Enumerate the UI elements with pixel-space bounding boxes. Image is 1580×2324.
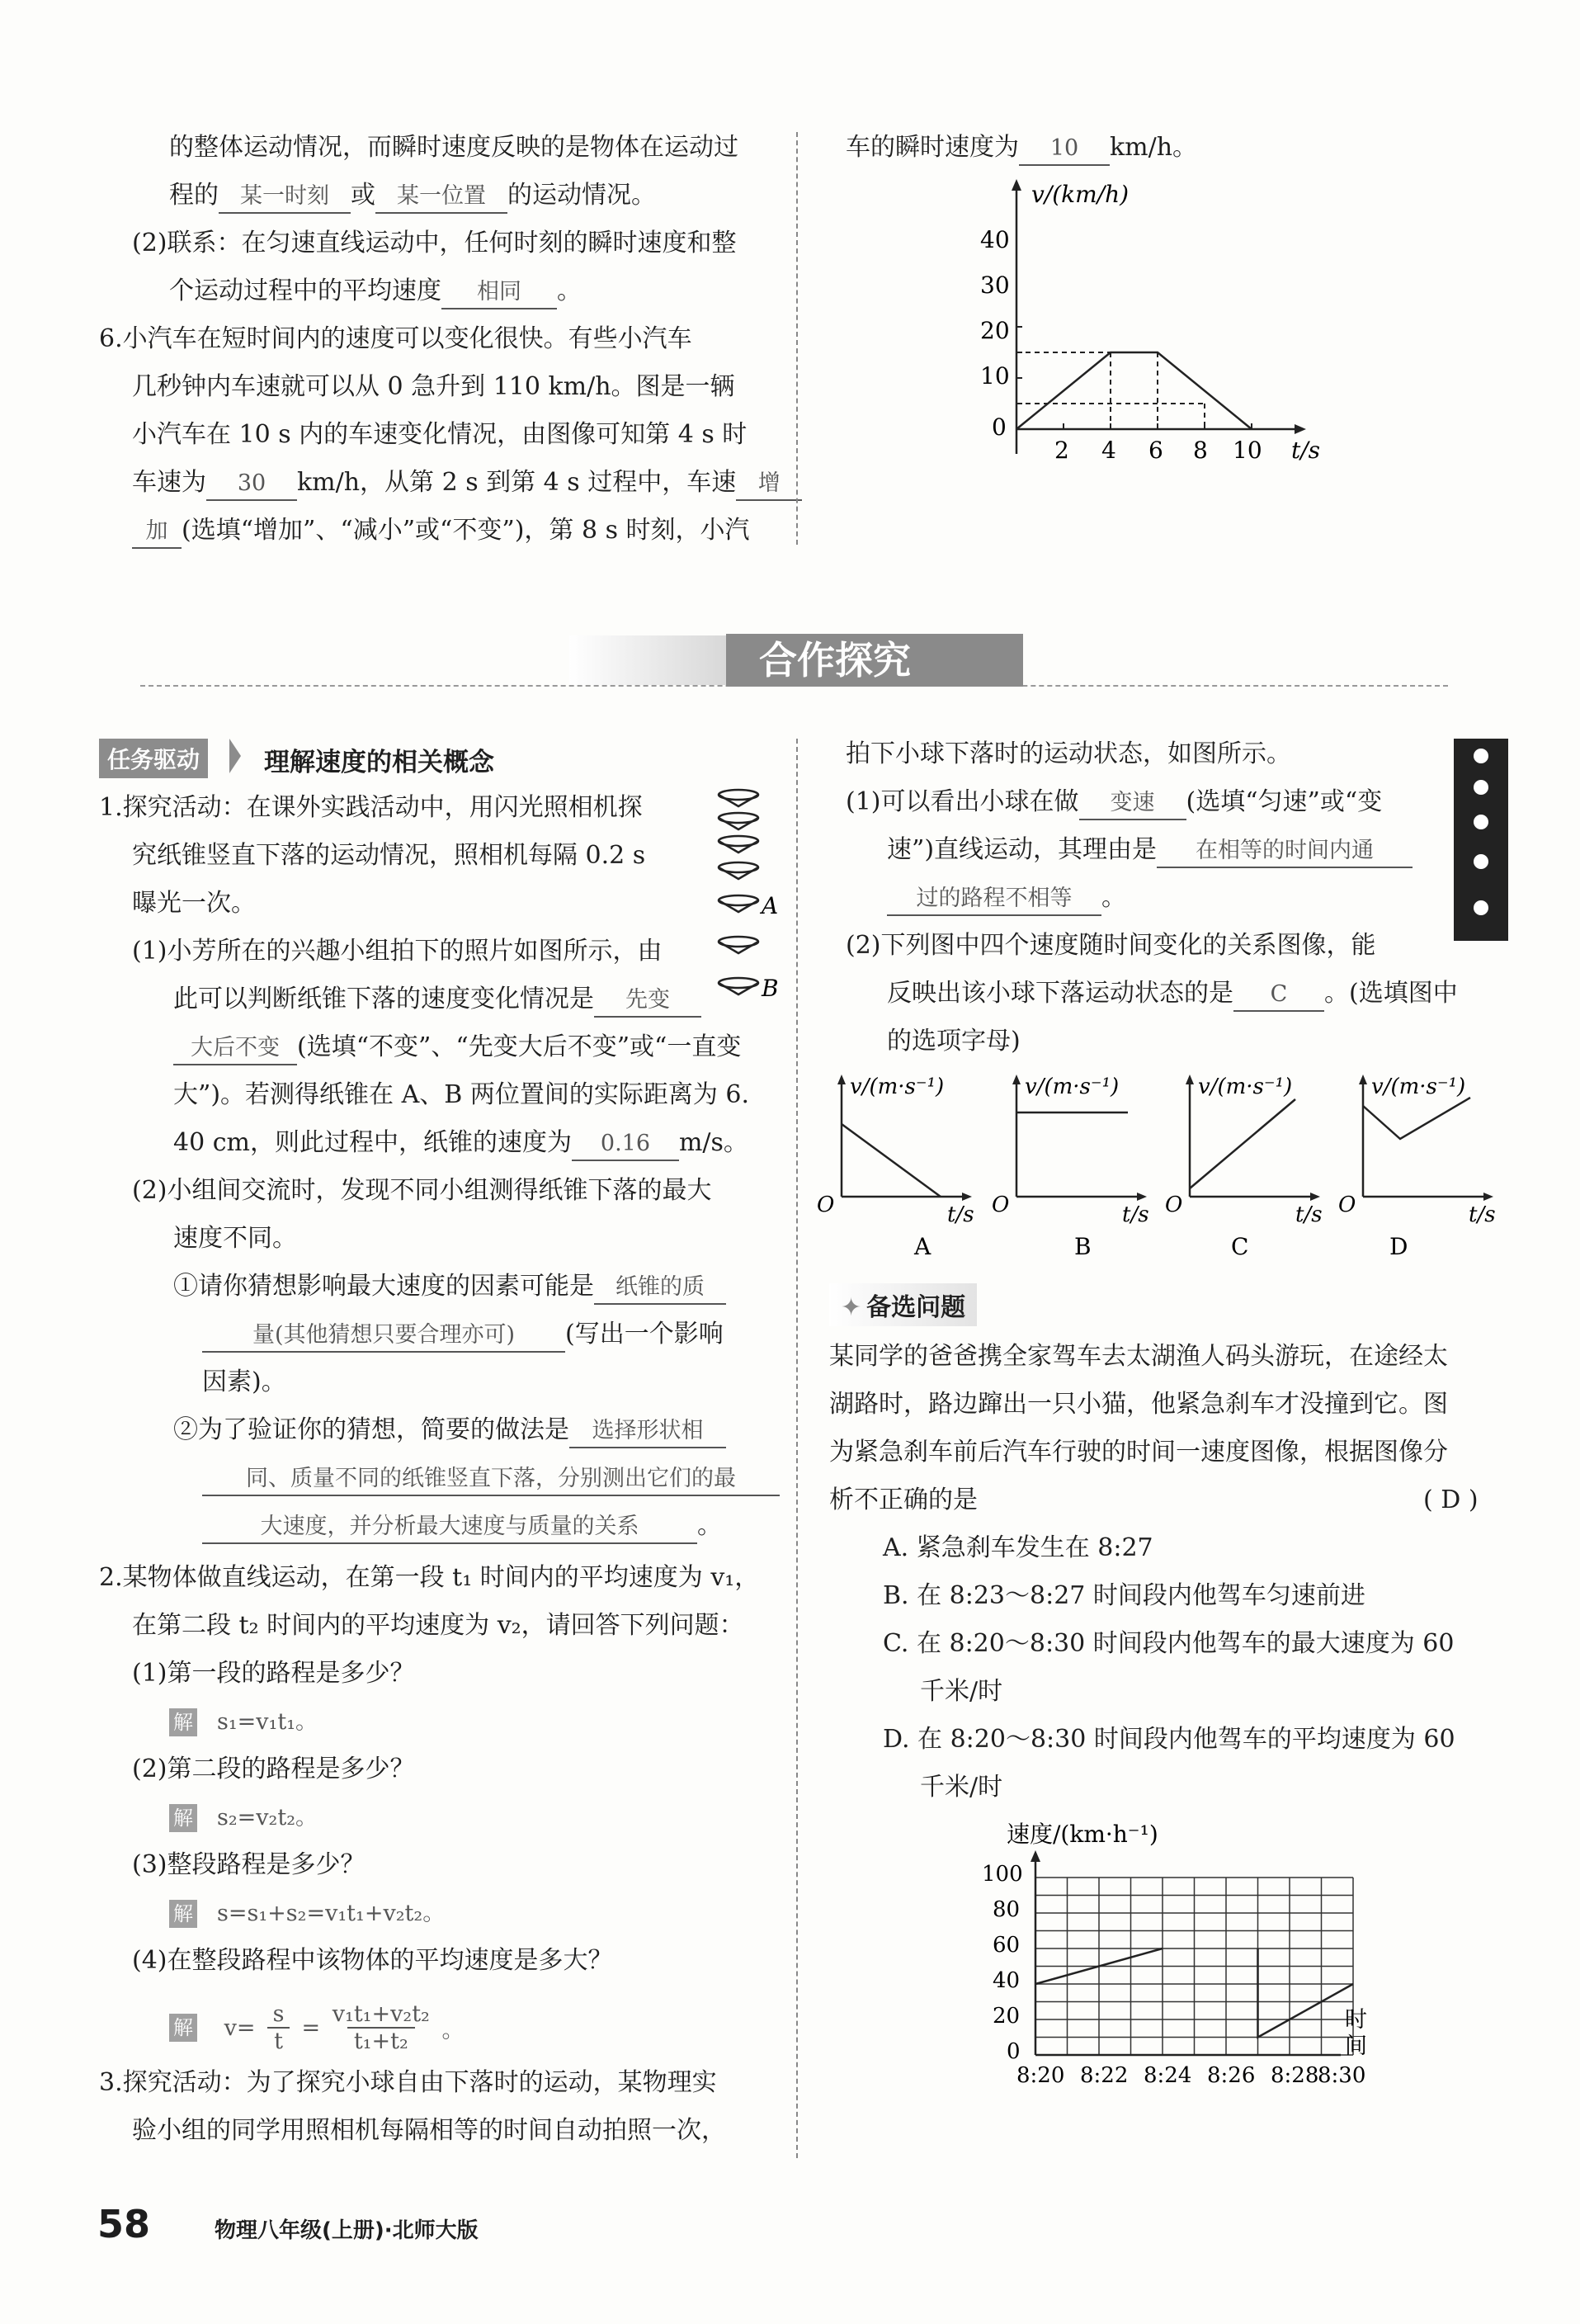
- answer-blank: 10: [1019, 133, 1110, 166]
- arrow: [1012, 1075, 1021, 1084]
- x-tick-label: 6: [1148, 437, 1163, 464]
- text: 此可以判断纸锥下落的速度变化情况是: [173, 985, 594, 1013]
- formula-lhs: v=: [224, 2015, 256, 2041]
- text: ②为了验证你的猜想，简要的做法是: [173, 1415, 569, 1444]
- option-label: C: [1231, 1233, 1249, 1260]
- text-line: [173, 1415, 726, 1448]
- y-tick-label: 0: [1007, 2039, 1021, 2064]
- arrow: [1483, 1193, 1493, 1201]
- x-tick-label: 4: [1101, 437, 1116, 464]
- text-line: (2)联系：在匀速直线运动中，任何时刻的瞬时速度和整: [132, 229, 737, 257]
- y-label: v/(m·s⁻¹): [850, 1075, 945, 1099]
- graph-d: [1338, 1075, 1496, 1260]
- answer-blank: 大速度，并分析最大速度与质量的关系: [202, 1511, 697, 1544]
- text: 。: [557, 276, 582, 305]
- y-axis-arrow: [1012, 179, 1021, 191]
- option-a: A. 紧急刹车发生在 8:27: [883, 1533, 1153, 1562]
- text-line: 几秒钟内车速就可以从 0 急升到 110 km/h。图是一辆: [132, 372, 735, 401]
- text: 反映出该小球下落运动状态的是: [887, 979, 1233, 1008]
- answer-blank: 量(其他猜想只要合理亦可): [202, 1320, 565, 1353]
- option-c: C. 在 8:20～8:30 时间段内他驾车的最大速度为 60: [883, 1629, 1455, 1658]
- y-label: v/(m·s⁻¹): [1198, 1075, 1293, 1099]
- y-axis-label: 速度/(km·h⁻¹): [1007, 1821, 1158, 1848]
- y-label: v/(m·s⁻¹): [1371, 1075, 1466, 1099]
- text-line: [202, 1510, 722, 1544]
- task-tag: 任务驱动: [99, 739, 208, 778]
- text-line: 验小组的同学用照相机每隔相等的时间自动拍照一次，: [132, 2116, 726, 2145]
- answer-blank: 相同: [441, 276, 557, 309]
- x-tick-label: 8:24: [1144, 2063, 1192, 2088]
- text-line: [887, 834, 1413, 868]
- text-line: 究纸锥竖直下落的运动情况，照相机每隔 0.2 s: [132, 841, 646, 870]
- graph-b: [992, 1075, 1149, 1260]
- text: 。(选填图中: [1324, 979, 1458, 1008]
- option-d-cont: 千米/时: [920, 1773, 1003, 1802]
- text: m/s。: [678, 1128, 748, 1157]
- ball: [1474, 900, 1488, 915]
- option-label: B: [1074, 1233, 1092, 1260]
- origin: O: [1338, 1193, 1356, 1217]
- answer-blank: 0.16: [572, 1128, 679, 1161]
- footer-title: 物理八年级(上册)·北师大版: [215, 2218, 479, 2243]
- text-line: 因素)。: [202, 1367, 286, 1396]
- y-tick-label: 20: [993, 2004, 1021, 2029]
- section-banner: 合作探究: [726, 634, 1023, 687]
- x-tick-label: 8: [1193, 437, 1208, 464]
- origin: O: [1165, 1193, 1183, 1217]
- y-tick-label: 80: [993, 1897, 1021, 1922]
- y-tick-label: 60: [993, 1933, 1021, 1958]
- text-line: [132, 467, 802, 501]
- text-line: 6.小汽车在短时间内的速度可以变化很快。有些小汽车: [99, 324, 692, 353]
- denominator: t: [267, 2027, 290, 2054]
- fraction: [333, 2001, 430, 2054]
- solution-line: [169, 1897, 445, 1930]
- arrow: [1137, 1193, 1147, 1201]
- arrow: [962, 1193, 972, 1201]
- y-tick-label: 30: [980, 272, 1010, 299]
- solution-text: s₁=v₁t₁。: [217, 1709, 318, 1735]
- axis-ticks: [1016, 327, 1252, 429]
- text: 速”)直线运动，其理由是: [887, 835, 1158, 864]
- y-tick-label: 100: [982, 1862, 1023, 1887]
- text-line: [846, 786, 1382, 820]
- text-line: [173, 1032, 741, 1065]
- text-line: [173, 984, 701, 1018]
- answer-mark: ( D ): [1423, 1486, 1479, 1514]
- solution-badge: 解: [169, 2014, 197, 2042]
- text: 车速为: [132, 468, 206, 497]
- solution-badge: 解: [169, 1900, 197, 1928]
- ball: [1474, 749, 1488, 763]
- text: 车的瞬时速度为: [846, 133, 1019, 162]
- text-line: 为紧急刹车前后汽车行驶的时间一速度图像，根据图像分: [829, 1438, 1448, 1467]
- answer-blank: 选择形状相: [569, 1415, 726, 1448]
- text: 或: [351, 181, 375, 210]
- solution-badge: 解: [169, 1804, 197, 1832]
- option-d: D. 在 8:20～8:30 时间段内他驾车的平均速度为 60: [883, 1725, 1455, 1754]
- text: 程的: [169, 181, 219, 210]
- period: 。: [441, 2017, 465, 2043]
- x-tick-label: 10: [1233, 437, 1262, 464]
- text: 个运动过程中的平均速度: [169, 276, 441, 305]
- graph-line: [1363, 1098, 1470, 1139]
- solution-badge: 解: [169, 1708, 197, 1736]
- speed-time-chart: [974, 177, 1353, 470]
- arrow: [1310, 1193, 1320, 1201]
- column-divider: [796, 739, 798, 2158]
- text: 的运动情况。: [507, 181, 656, 210]
- x-label: t/s: [1122, 1202, 1149, 1227]
- position-label-b: B: [762, 975, 779, 1002]
- text-line: 某同学的爸爸携全家驾车去太湖渔人码头游玩，在途经太: [829, 1342, 1448, 1371]
- x-tick-label: 8:26: [1207, 2063, 1256, 2088]
- text: (选填“匀速”或“变: [1186, 787, 1383, 816]
- origin: O: [992, 1193, 1010, 1217]
- x-tick-label: 8:22: [1080, 2063, 1129, 2088]
- ball: [1474, 815, 1488, 829]
- paper-cone-photo: [705, 788, 796, 1003]
- arrow: [1359, 1075, 1367, 1084]
- text: (1)可以看出小球在做: [846, 787, 1079, 816]
- x-tick-label: 8:20: [1016, 2063, 1065, 2088]
- extra-tag-label: 备选问题: [866, 1293, 966, 1322]
- ball: [1474, 854, 1488, 869]
- text-line: 的整体运动情况，而瞬时速度反映的是物体在运动过: [169, 133, 738, 162]
- option-b: B. 在 8:23～8:27 时间段内他驾车匀速前进: [883, 1581, 1365, 1610]
- graph-c: [1165, 1075, 1323, 1260]
- x-label: t/s: [1469, 1202, 1496, 1227]
- answer-blank: 过的路程不相等: [887, 883, 1101, 916]
- text-line: [169, 276, 582, 309]
- origin-label: 0: [992, 413, 1007, 441]
- x-tick-label: 2: [1054, 437, 1069, 464]
- solution-text: s₂=v₂t₂。: [217, 1805, 318, 1830]
- answer-blank: 增: [736, 468, 802, 501]
- answer-blank: 加: [132, 516, 182, 549]
- text: km/h，从第 2 s 到第 4 s 过程中，车速: [297, 468, 737, 497]
- text-line: (4)在整段路程中该物体的平均速度是多大？: [132, 1946, 613, 1975]
- x-axis-label: t/s: [1291, 437, 1321, 464]
- text-line: 的选项字母): [887, 1027, 1021, 1056]
- answer-blank: 某一时刻: [219, 181, 351, 214]
- dashed-guides: [1016, 352, 1205, 429]
- numerator: v₁t₁+v₂t₂: [332, 2001, 430, 2027]
- text-line: 析不正确的是: [829, 1486, 978, 1514]
- y-tick-label: 20: [980, 317, 1010, 344]
- option-label: D: [1389, 1233, 1408, 1260]
- answer-blank: 同、质量不同的纸锥竖直下落，分别测出它们的最: [202, 1463, 780, 1496]
- solution-line: [169, 2001, 464, 2054]
- text-line: [132, 515, 750, 549]
- grid: [1035, 1878, 1353, 2055]
- arrow: [1186, 1075, 1194, 1084]
- y-tick-label: 40: [993, 1968, 1021, 1993]
- answer-blank: 30: [206, 468, 297, 501]
- text-line: 大”)。若测得纸锥在 A、B 两位置间的实际距离为 6.: [173, 1080, 749, 1109]
- text-line: [202, 1462, 780, 1496]
- x-axis-label: 间: [1345, 2034, 1367, 2059]
- x-label: t/s: [1295, 1202, 1323, 1227]
- answer-blank: 在相等的时间内通: [1157, 835, 1413, 868]
- text: 。: [1101, 883, 1126, 912]
- solution-line: [169, 1706, 318, 1738]
- star-icon: ✦: [841, 1293, 862, 1322]
- film-strip: [1454, 739, 1508, 941]
- text: ①请你猜想影响最大速度的因素可能是: [173, 1272, 594, 1301]
- paper-cones: [719, 790, 758, 994]
- text-line: (2)小组间交流时，发现不同小组测得纸锥下落的最大: [132, 1176, 712, 1205]
- text: (选填“不变”、“先变大后不变”或“一直变: [297, 1032, 742, 1061]
- answer-blank: 某一位置: [375, 181, 507, 214]
- extra-tag: [829, 1283, 977, 1326]
- answer-blank: 大后不变: [173, 1032, 297, 1065]
- solution-line: [169, 1802, 318, 1834]
- text-line: 小汽车在 10 s 内的车速变化情况，由图像可知第 4 s 时: [132, 420, 748, 449]
- text-line: 速度不同。: [173, 1224, 297, 1253]
- option-label: A: [914, 1233, 931, 1260]
- banner-shade: [569, 635, 726, 685]
- fraction: [267, 2001, 290, 2054]
- text-line: (1)小芳所在的兴趣小组拍下的照片如图所示，由: [132, 937, 663, 966]
- text-line: [202, 1319, 724, 1353]
- text-line: 湖路时，路边蹿出一只小猫，他紧急刹车才没撞到它。图: [829, 1390, 1448, 1419]
- text: 。: [697, 1511, 722, 1540]
- banner-end: [1015, 634, 1021, 687]
- column-divider: [796, 132, 798, 545]
- text-line: (2)下列图中四个速度随时间变化的关系图像，能: [846, 931, 1376, 960]
- text-line: [173, 1127, 748, 1161]
- graph-line: [1190, 1099, 1295, 1188]
- text: (选填“增加”、“减小”或“不变”)，第 8 s 时刻，小汽: [182, 516, 750, 545]
- speed-line: [1016, 352, 1252, 429]
- text-line: 1.探究活动：在课外实践活动中，用闪光照相机探: [99, 793, 643, 822]
- text-line: 2.某物体做直线运动，在第一段 t₁ 时间内的平均速度为 v₁，: [99, 1563, 760, 1592]
- y-axis-label: v/(km/h): [1031, 181, 1130, 208]
- text-line: [169, 180, 656, 214]
- text-line: [887, 882, 1126, 916]
- text: 40 cm，则此过程中，纸锥的速度为: [173, 1128, 572, 1157]
- equals: =: [301, 2015, 321, 2041]
- arrow: [837, 1075, 846, 1084]
- graph-line: [842, 1124, 941, 1197]
- car-speed-chart: [957, 1816, 1386, 2100]
- y-tick-label: 10: [980, 362, 1010, 390]
- answer-blank: 纸锥的质: [594, 1272, 726, 1305]
- text: (写出一个影响: [565, 1320, 724, 1349]
- denominator: t₁+t₂: [347, 2027, 415, 2054]
- y-tick-label: 40: [980, 226, 1010, 253]
- text-line: (2)第二段的路程是多少？: [132, 1755, 415, 1783]
- text-line: [887, 978, 1458, 1012]
- answer-blank: C: [1233, 979, 1324, 1012]
- x-tick-label: 8:30: [1318, 2063, 1366, 2088]
- text-line: 3.探究活动：为了探究小球自由下落时的运动，某物理实: [99, 2068, 717, 2097]
- solution-text: s=s₁+s₂=v₁t₁+v₂t₂。: [217, 1901, 446, 1926]
- x-tick-label: 8:28: [1271, 2063, 1319, 2088]
- option-graphs: [817, 1065, 1518, 1271]
- x-axis-label: 时: [1345, 2007, 1367, 2033]
- answer-blank: 先变: [594, 985, 701, 1018]
- text-line: (1)第一段的路程是多少？: [132, 1659, 415, 1688]
- text-line: 在第二段 t₂ 时间内的平均速度为 v₂，请回答下列问题：: [132, 1611, 744, 1640]
- text-line: 曝光一次。: [132, 889, 256, 918]
- tag-arrow: [229, 739, 241, 773]
- ball: [1474, 780, 1488, 795]
- graph-a: [817, 1075, 974, 1260]
- answer-blank: 变速: [1079, 787, 1186, 820]
- position-label-a: A: [762, 892, 779, 919]
- text: km/h。: [1110, 133, 1198, 162]
- origin: O: [817, 1193, 835, 1217]
- text-line: 拍下小球下落时的运动状态，如图所示。: [846, 739, 1291, 768]
- x-axis-arrow: [1295, 424, 1306, 434]
- numerator: s: [272, 2001, 285, 2027]
- text-line: [173, 1271, 726, 1305]
- option-c-cont: 千米/时: [920, 1677, 1003, 1706]
- task-title: 理解速度的相关概念: [264, 748, 494, 777]
- page-number: 58: [97, 2202, 151, 2246]
- text-line: (3)整段路程是多少？: [132, 1850, 366, 1879]
- y-label: v/(m·s⁻¹): [1025, 1075, 1120, 1099]
- speed-line-after-brake: [1258, 1948, 1354, 2038]
- text-line: [846, 132, 1197, 166]
- y-axis-arrow: [1031, 1850, 1040, 1862]
- x-label: t/s: [947, 1202, 974, 1227]
